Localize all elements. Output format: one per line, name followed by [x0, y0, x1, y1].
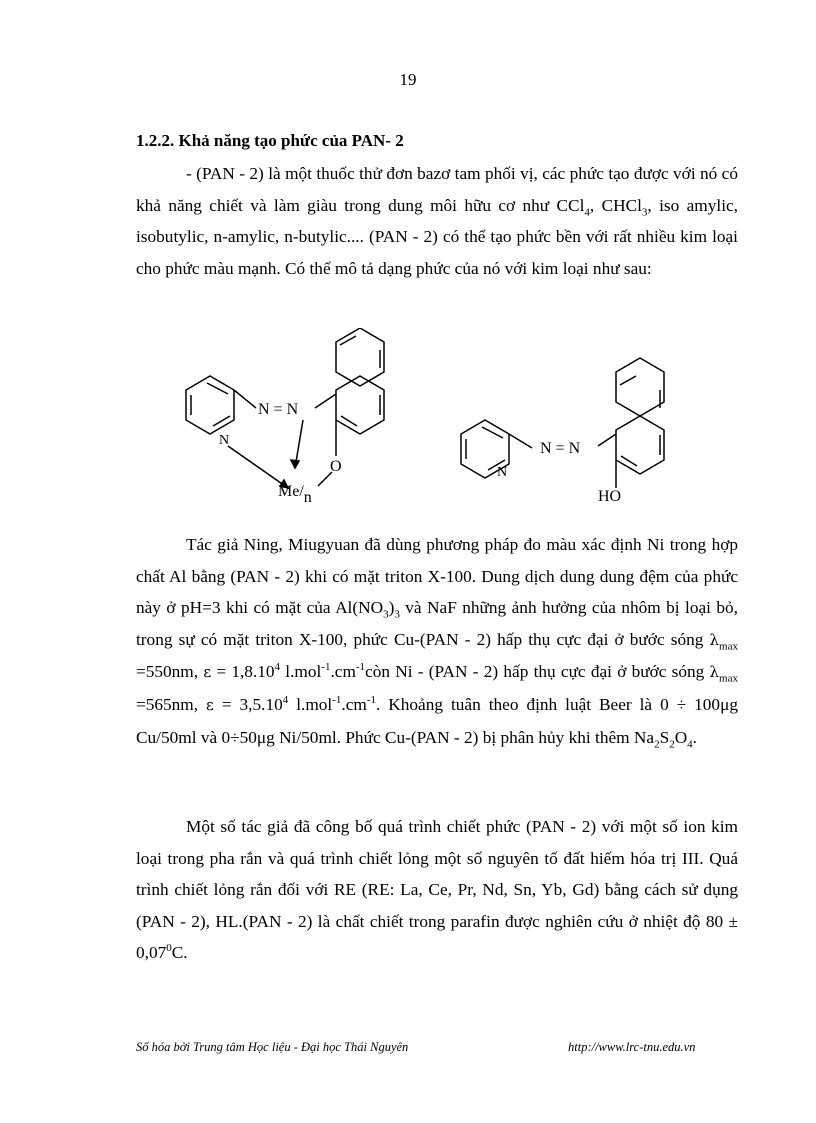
pan2-complex-structure	[160, 328, 680, 518]
footer-url[interactable]: http://www.lrc-tnu.edu.vn	[568, 1040, 696, 1054]
left-pyridine-n-label: N	[219, 433, 230, 448]
paragraph-intro: - (PAN - 2) là một thuốc thử đơn bazơ tam phối vị, các phức tạo được với nó có khả năng chiết và làm giàu trong dung môi hữu cơ như CCl$_4$, CHCl$_3$, iso amylic, isobutylic, n-amylic, n-butylic.... (PAN - 2) có thể tạo phức bền với rất nhiều kim loại cho phức màu mạnh. Có thể mô tả dạng phức của nó với kim loại như sau:	[136, 164, 738, 278]
left-naphthalene-ring-a	[336, 376, 384, 434]
right-hydroxyl-label: HO	[598, 488, 622, 505]
right-naphthalene-ring-b	[616, 358, 664, 416]
right-pyridine-n-label: N	[497, 465, 508, 480]
left-azo-label: N = N	[258, 401, 299, 418]
metal-label: Me/n	[278, 483, 312, 506]
right-naphthalene-ring-a	[616, 416, 664, 474]
right-azo-label: N = N	[540, 440, 581, 457]
page-number: 19	[399, 70, 417, 89]
section-heading: 1.2.2. Khả năng tạo phức của PAN- 2	[136, 131, 404, 150]
left-oxygen-label: O	[330, 458, 342, 475]
footer-source: Số hóa bởi Trung tâm Học liệu - Đại học Thái Nguyên	[136, 1040, 409, 1054]
paragraph-ning-study: Tác giả Ning, Miugyuan đã dùng phương pháp đo màu xác định Ni trong hợp chất Al bằng (PAN - 2) khi có mặt triton X-100. Dung dịch dung dung đệm của phức này ở pH=3 khi có mặt của $Al(NO_3)_3$ và NaF những ảnh hưởng của nhôm bị loại bỏ, trong sự có mặt triton X-100, phức Cu-(PAN - 2) hấp thụ cực đại ở bước sóng $\lambda_{max} =550nm$, $\varepsilon = 1,8.10^4$ $l.mol^{-1}.cm^{-1}còn$ Ni - (PAN - 2) hấp thụ cực đại ở bước sóng $\lambda_{max} =565nm$, $\varepsilon = 3,5.10^4$ $l.mol^{-1}.cm^{-1}$. Khoảng tuân theo định luật Beer là 0 ÷ 100μg Cu/50ml và 0÷50μg Ni/50ml. Phức Cu-(PAN - 2) bị phân hủy khi thêm $Na_2S_2O_4$.	[136, 535, 739, 751]
left-naphthalene-ring-b	[336, 328, 384, 386]
paragraph-extraction: Một số tác giả đã công bố quá trình chiết phức (PAN - 2) với một số ion kim loại trong pha rắn và quá trình chiết lỏng một số nguyên tố đất hiếm hóa trị III. Quá trình chiết lỏng rắn đối với RE (RE: La, Ce, Pr, Nd, Sn, Yb, Gd) bằng cách sử dụng (PAN - 2), HL.(PAN - 2) là chất chiết trong parafin được nghiên cứu ở nhiệt độ $80 \pm 0,07^0C$.	[136, 817, 738, 963]
